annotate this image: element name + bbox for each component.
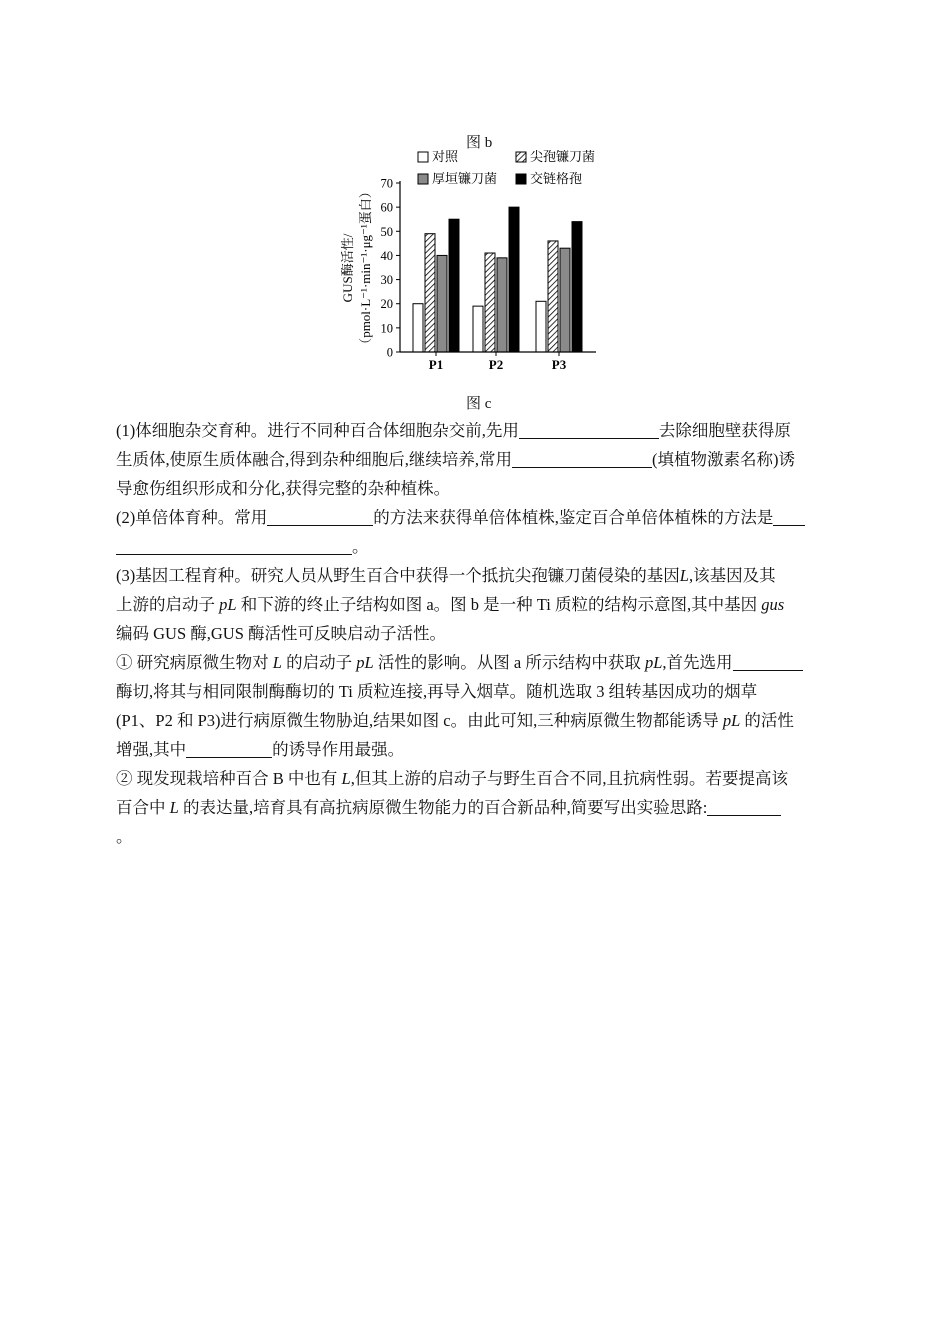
answer-blank[interactable] xyxy=(116,536,352,555)
y-tick-label: 50 xyxy=(380,224,393,239)
q3-2-line-3: 。 xyxy=(116,827,133,846)
legend-label: 尖孢镰刀菌 xyxy=(530,150,596,164)
answer-blank[interactable] xyxy=(267,507,373,526)
figure-b-caption: 图 b xyxy=(466,135,493,151)
y-tick-label: 70 xyxy=(380,176,393,191)
bar xyxy=(473,306,483,352)
q3-1-line-4: 增强,其中 的诱导作用最强。 xyxy=(116,740,405,759)
chart-legend xyxy=(418,150,595,186)
x-tick-label: P3 xyxy=(551,357,567,372)
y-tick-label: 40 xyxy=(380,248,393,263)
legend-label: 对照 xyxy=(432,150,459,164)
y-axis xyxy=(381,177,401,360)
y-axis-label-line2: （pmol·L⁻¹·min⁻¹·μg⁻¹蛋白） xyxy=(358,185,373,351)
legend-swatch xyxy=(516,152,526,162)
y-tick-label: 20 xyxy=(380,297,393,312)
y-tick-label: 0 xyxy=(386,345,393,360)
figure-c-caption: 图 c xyxy=(466,396,492,412)
q3-1-line-1: ① 研究病原微生物对 L 的启动子 pL 活性的影响。从图 a 所示结构中获取 pL,首先选用 xyxy=(116,648,844,677)
q3-1-line-2: 酶切,将其与相同限制酶酶切的 Ti 质粒连接,再导入烟草。随机选取 3 组转基因成功的烟草 xyxy=(116,682,758,701)
q1-line-3: 导愈伤组织形成和分化,获得完整的杂种植株。 xyxy=(116,479,451,498)
x-tick-label: P1 xyxy=(428,357,444,372)
bar xyxy=(536,301,546,352)
bar xyxy=(449,219,459,352)
answer-blank[interactable] xyxy=(733,652,803,671)
bar xyxy=(560,248,570,352)
legend-swatch xyxy=(516,174,526,184)
legend-swatch xyxy=(418,174,428,184)
bar xyxy=(548,241,558,352)
bar xyxy=(497,258,507,352)
y-tick-label: 30 xyxy=(380,273,393,288)
q3-1-line-3: (P1、P2 和 P3)进行病原微生物胁迫,结果如图 c。由此可知,三种病原微生物都能诱导 pL 的活性 xyxy=(116,711,794,730)
answer-blank[interactable] xyxy=(186,739,272,758)
answer-blank[interactable] xyxy=(512,449,652,468)
x-tick-label: P2 xyxy=(488,357,504,372)
bar xyxy=(572,222,582,352)
bar xyxy=(437,255,447,352)
legend-swatch xyxy=(418,152,428,162)
q2-line-2: 。 xyxy=(116,532,844,561)
q3-line-1: (3)基因工程育种。研究人员从野生百合中获得一个抵抗尖孢镰刀菌侵染的基因L,该基因及其 xyxy=(116,566,776,585)
q3-line-3: 编码 GUS 酶,GUS 酶活性可反映启动子活性。 xyxy=(116,624,447,643)
bar-chart xyxy=(330,150,620,380)
y-tick-label: 60 xyxy=(380,200,393,215)
y-axis-label-line1: GUS酶活性/ xyxy=(340,233,355,303)
x-axis xyxy=(400,352,596,372)
legend-label: 厚垣镰刀菌 xyxy=(432,171,498,186)
answer-blank[interactable] xyxy=(773,507,805,526)
answer-blank[interactable] xyxy=(519,420,659,439)
q1-line-2: 生质体,使原生质体融合,得到杂种细胞后,继续培养,常用 (填植物激素名称)诱 xyxy=(116,450,795,469)
question-text xyxy=(116,416,844,851)
q1-line-1: (1)体细胞杂交育种。进行不同种百合体细胞杂交前,先用 去除细胞壁获得原 xyxy=(116,421,791,440)
bar xyxy=(485,253,495,352)
y-tick-label: 10 xyxy=(380,321,393,336)
q3-2-line-2: 百合中 L 的表达量,培育具有高抗病原微生物能力的百合新品种,简要写出实验思路: xyxy=(116,793,844,822)
legend-label: 交链格孢 xyxy=(530,171,583,186)
answer-blank[interactable] xyxy=(707,797,781,816)
bar xyxy=(509,207,519,352)
q2-line-1: (2)单倍体育种。常用 的方法来获得单倍体植株,鉴定百合单倍体植株的方法是 xyxy=(116,503,844,532)
q3-line-2: 上游的启动子 pL 和下游的终止子结构如图 a。图 b 是一种 Ti 质粒的结构示意图,其中基因 gus xyxy=(116,595,785,614)
bar xyxy=(413,304,423,352)
q3-2-line-1: ② 现发现栽培种百合 B 中也有 L,但其上游的启动子与野生百合不同,且抗病性弱。若要提高该 xyxy=(116,769,788,788)
bar xyxy=(425,234,435,352)
bars xyxy=(413,207,582,352)
